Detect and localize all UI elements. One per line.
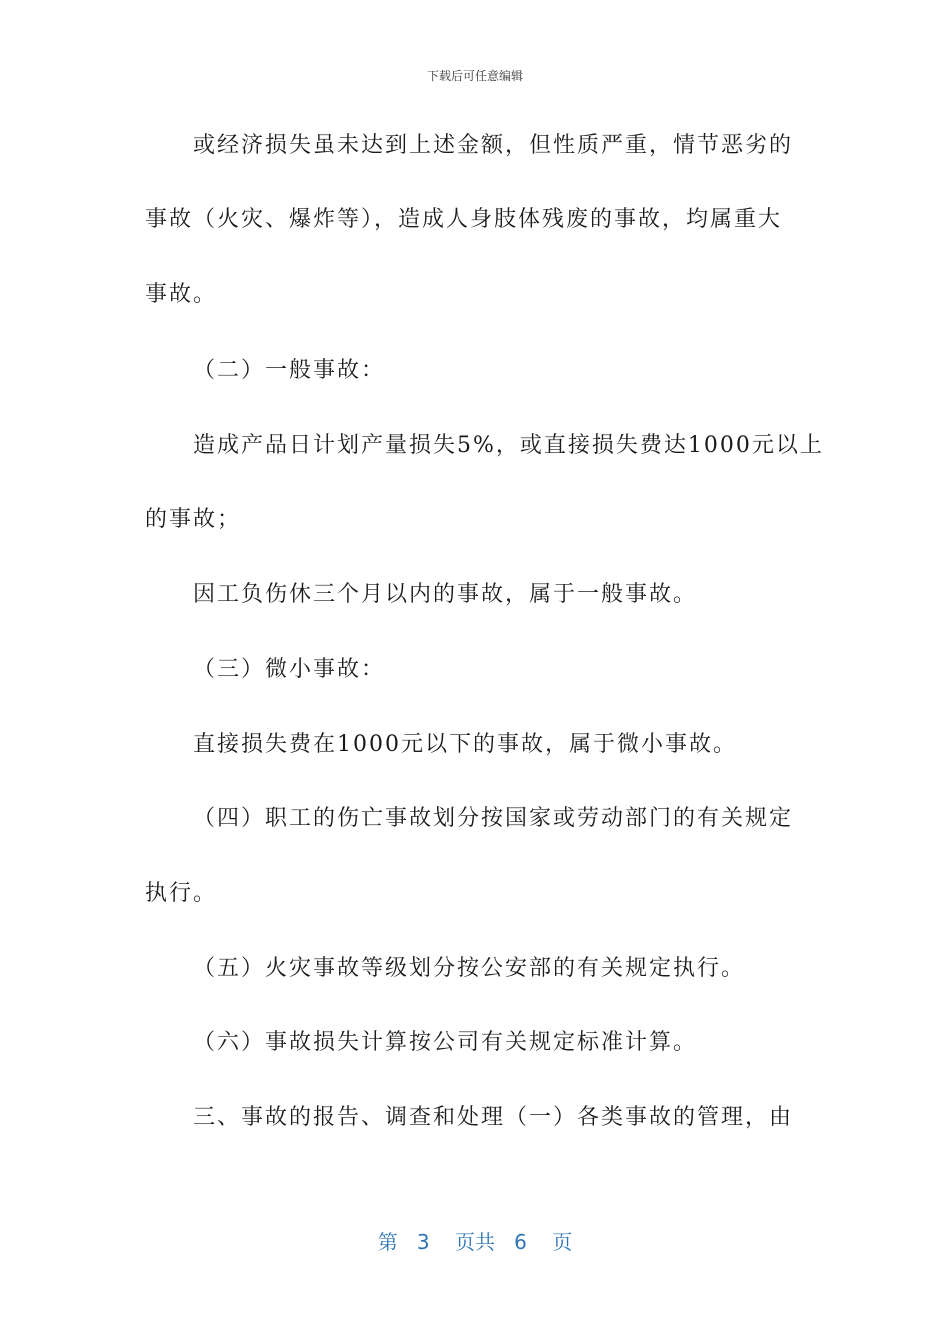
section-heading: （三）微小事故：: [193, 657, 386, 682]
section-heading: （二）一般事故：: [193, 358, 386, 383]
body-line: 或经济损失虽未达到上述金额，但性质严重，情节恶劣的: [193, 133, 794, 158]
body-line: 执行。: [145, 881, 218, 906]
footer-current-page: 3: [416, 1230, 430, 1254]
body-line: 的事故；: [145, 507, 242, 532]
body-line: 直接损失费在1000元以下的事故，属于微小事故。: [193, 732, 737, 757]
footer-total-pages: 6: [514, 1230, 527, 1254]
page-header-note: 下载后可任意编辑: [426, 69, 523, 83]
footer-suffix: 页: [552, 1230, 573, 1254]
body-line: 三、事故的报告、调查和处理（一）各类事故的管理，由: [193, 1105, 794, 1130]
body-line: 造成产品日计划产量损失5%，或直接损失费达1000元以上: [193, 433, 824, 458]
footer-prefix: 第: [377, 1230, 398, 1254]
footer-middle: 页共: [455, 1230, 495, 1254]
page-footer: [0, 1226, 950, 1255]
body-line: （五）火灾事故等级划分按公安部的有关规定执行。: [193, 956, 746, 981]
body-line: （六）事故损失计算按公司有关规定标准计算。: [193, 1030, 698, 1055]
body-line: 因工负伤休三个月以内的事故，属于一般事故。: [193, 582, 698, 607]
body-line: 事故（火灾、爆炸等），造成人身肢体残废的事故，均属重大: [145, 207, 783, 232]
body-line: （四）职工的伤亡事故划分按国家或劳动部门的有关规定: [193, 806, 794, 831]
body-line: 事故。: [145, 282, 218, 307]
